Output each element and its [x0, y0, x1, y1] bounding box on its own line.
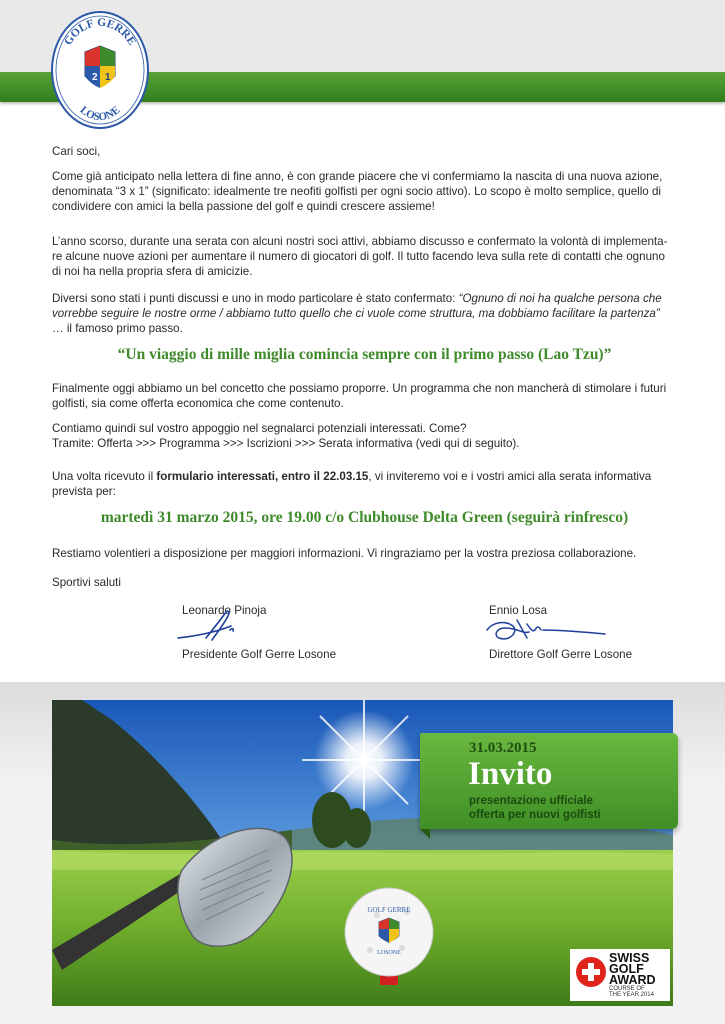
p3-text: … il famoso primo passo.	[52, 322, 183, 335]
lao-tzu-quote: “Un viaggio di mille miglia comincia sempre con il primo passo (Lao Tzu)”	[117, 346, 612, 363]
paragraph-6	[52, 469, 651, 499]
p6-text: Una volta ricevuto il	[52, 470, 157, 483]
p6-text: , vi inviteremo voi e i vostri amici alla serata informativa	[368, 470, 652, 483]
p4-line: Finalmente oggi abbiamo un bel concetto che possiamo proporre. Un programma che non mancherà di stimolare i futuri	[52, 382, 667, 395]
paragraph-5	[52, 421, 520, 451]
club-logo	[50, 10, 150, 130]
p6-text: prevista per:	[52, 485, 116, 498]
p4-line: golfisti, sia come offerta economica che come contenuto.	[52, 397, 344, 410]
handwritten-signature	[483, 608, 613, 648]
paragraph-7: Restiamo volentieri a disposizione per maggiori informazioni. Vi ringraziamo per la vostra preziosa collaborazione.	[52, 547, 637, 560]
invite-date: 31.03.2015	[469, 740, 537, 756]
svg-text:1: 1	[105, 72, 111, 83]
swiss-golf-award-badge	[570, 949, 670, 1001]
ball-logo-top: GOLF GERRE	[367, 906, 411, 914]
ball-logo-bottom: LOSONE	[377, 950, 401, 956]
award-word: GOLF	[609, 962, 644, 976]
p3-italic: vorrebbe seguire le nostre orme / abbiamo tutto quello che ci vuole come struttura, ma dobbiamo facilitare la partenza”	[52, 307, 660, 320]
event-line: martedì 31 marzo 2015, ore 19.00 c/o Clubhouse Delta Green (seguirà rinfresco)	[100, 509, 629, 526]
handwritten-signature	[176, 608, 256, 648]
invite-subtitle	[469, 795, 601, 822]
paragraph-1	[52, 169, 662, 214]
p2-line: L’anno scorso, durante una serata con alcuni nostri soci attivi, abbiamo discusso e confermato la volontà di implementa-	[52, 235, 668, 248]
signer-name: Leonardo Pinoja	[182, 604, 267, 617]
signer-role: Presidente Golf Gerre Losone	[182, 648, 337, 661]
closing: Sportivi saluti	[52, 576, 121, 589]
signer-name: Ennio Losa	[489, 604, 548, 617]
p2-line: re alcune nuove azioni per aumentare il numero di giocatori di golf. Il tutto facendo leva sulla rete di contatti che ognuno	[52, 250, 665, 263]
p1-line: denominata “3 x 1” (significato: idealmente tre neofiti golfisti per ogni socio attivo). Lo scopo è molto semplice, quello di	[52, 185, 661, 198]
svg-text:2: 2	[92, 72, 98, 83]
p5-line: Tramite: Offerta >>> Programma >>> Iscrizioni >>> Serata informativa (vedi qui di seguito).	[52, 437, 520, 450]
ribbon-fold	[420, 829, 430, 839]
p1-line: Come già anticipato nella lettera di fine anno, è con grande piacere che vi confermiamo la nascita di una nuova azione,	[52, 170, 663, 183]
p1-line: condividere con amici la bella passione del golf e quindi crescere assieme!	[52, 200, 435, 213]
p3-italic: “Ognuno di noi ha qualche persona che	[458, 292, 662, 305]
invite-title: Invito	[468, 756, 553, 792]
award-small: COURSE OF	[609, 986, 645, 992]
subtitle-line: offerta per nuovi golfisti	[469, 808, 601, 821]
subtitle-line: presentazione ufficiale	[469, 795, 593, 807]
award-word: SWISS	[609, 951, 650, 965]
award-small: THE YEAR 2014	[609, 992, 654, 998]
logo-bottom-text: LOSONE	[77, 104, 123, 124]
swiss-cross-icon	[576, 957, 606, 987]
paragraph-3	[52, 291, 662, 336]
logo-top-text: GOLF GERRE	[62, 16, 138, 48]
p2-line: di noi ha nella propria sfera di amicizie.	[52, 265, 253, 278]
p6-bold: formulario interessati, entro il 22.03.15	[156, 470, 369, 483]
greeting: Cari soci,	[52, 145, 101, 158]
p5-line: Contiamo quindi sul vostro appoggio nel segnalarci potenziali interessati. Come?	[52, 422, 467, 435]
paragraph-2	[52, 234, 667, 279]
paragraph-4	[52, 381, 666, 411]
award-word: AWARD	[609, 973, 656, 987]
signer-role: Direttore Golf Gerre Losone	[489, 648, 633, 661]
p3-text: Diversi sono stati i punti discussi e uno in modo particolare è stato confermato:	[52, 292, 459, 305]
